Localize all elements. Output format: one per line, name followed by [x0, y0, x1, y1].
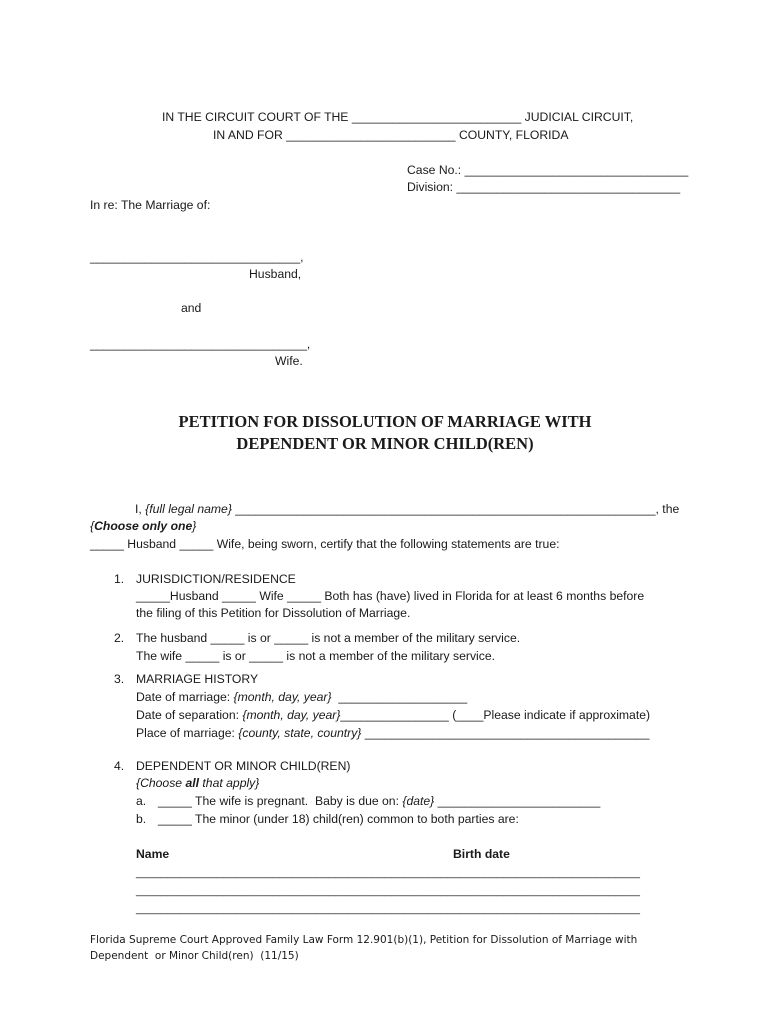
- in-re-label: In re: The Marriage of:: [90, 198, 211, 212]
- birth-date-column-header: Birth date: [453, 847, 510, 861]
- date-of-separation-label: Date of separation:: [136, 708, 243, 722]
- child-row-1-field[interactable]: _________________________________________________________________________________: [136, 867, 640, 879]
- husband-label: Husband,: [249, 267, 302, 281]
- date-of-marriage-label: Date of marriage:: [136, 690, 234, 704]
- due-date-field[interactable]: ________________________: [434, 794, 601, 808]
- child-row-2-field[interactable]: _________________________________________________________________________________: [136, 885, 640, 897]
- pregnancy-line: [158, 794, 600, 809]
- item-number-3: 3.: [114, 672, 125, 686]
- item-number-1: 1.: [114, 572, 125, 586]
- choose-only-one-text: Choose only one: [94, 519, 193, 533]
- children-heading: DEPENDENT OR MINOR CHILD(REN): [136, 759, 351, 773]
- jurisdiction-heading: JURISDICTION/RESIDENCE: [136, 572, 296, 586]
- choose-open-brace: {: [90, 519, 95, 533]
- date-of-marriage-line: [136, 690, 467, 705]
- name-column-header: Name: [136, 847, 170, 861]
- place-of-marriage-line: [136, 726, 649, 741]
- footer-line2: Dependent or Minor Child(ren) (11/15): [90, 950, 299, 962]
- case-number-field[interactable]: Case No.: _________________________________: [407, 163, 689, 177]
- form-title-line2: DEPENDENT OR MINOR CHILD(REN): [236, 434, 534, 453]
- minor-children-choice[interactable]: _____ The minor (under 18) child(ren) common to both parties are:: [158, 812, 519, 826]
- and-label: and: [181, 301, 202, 315]
- item-b-label: b.: [136, 812, 147, 826]
- date-of-marriage-field[interactable]: ___________________: [331, 690, 468, 704]
- date-of-separation-field[interactable]: ________________: [340, 708, 449, 722]
- place-of-marriage-hint: {county, state, country}: [238, 726, 362, 740]
- child-row-3-field[interactable]: _________________________________________________________________________________: [136, 903, 640, 915]
- court-header-line2: IN AND FOR _________________________ COUNTY, FLORIDA: [213, 128, 569, 142]
- court-header-line1: IN THE CIRCUIT COURT OF THE _________________________ JUDICIAL CIRCUIT,: [162, 110, 634, 124]
- residence-choice-line[interactable]: _____Husband _____ Wife _____ Both has (have) lived in Florida for at least 6 months before: [136, 589, 645, 603]
- choose-only-one-note: [90, 519, 196, 534]
- wife-name-field[interactable]: ________________________________,: [90, 337, 311, 351]
- choose-all-note: [136, 776, 259, 791]
- place-of-marriage-field[interactable]: __________________________________________: [361, 726, 650, 740]
- approximate-checkbox-line[interactable]: (____Please indicate if approximate): [448, 708, 651, 722]
- military-husband-line[interactable]: The husband _____ is or _____ is not a member of the military service.: [136, 631, 521, 645]
- item-number-2: 2.: [114, 631, 125, 645]
- full-legal-name-field[interactable]: ______________________________________________________________, the: [231, 502, 680, 516]
- pregnancy-choice[interactable]: _____ The wife is pregnant. Baby is due on:: [158, 794, 403, 808]
- choose-all-bold: all: [185, 776, 200, 790]
- due-date-hint: {date}: [402, 794, 435, 808]
- division-field[interactable]: Division: _________________________________: [407, 180, 681, 194]
- footer-line1: Florida Supreme Court Approved Family Law Form 12.901(b)(1), Petition for Dissolution of Marriage with: [90, 934, 638, 946]
- wife-label: Wife.: [275, 354, 303, 368]
- choose-close-brace: }: [192, 519, 197, 533]
- husband-name-field[interactable]: _______________________________,: [90, 250, 304, 264]
- date-of-marriage-hint: {month, day, year}: [233, 690, 332, 704]
- intro-name-line: [135, 502, 679, 517]
- date-of-separation-hint: {month, day, year}: [242, 708, 341, 722]
- full-legal-name-hint: {full legal name}: [145, 502, 232, 516]
- item-a-label: a.: [136, 794, 147, 808]
- place-of-marriage-label: Place of marriage:: [136, 726, 239, 740]
- residence-line2: the filing of this Petition for Dissolution of Marriage.: [136, 606, 411, 620]
- form-title-line1: PETITION FOR DISSOLUTION OF MARRIAGE WITH: [178, 412, 592, 431]
- marriage-history-heading: MARRIAGE HISTORY: [136, 672, 259, 686]
- date-of-separation-line: [136, 708, 650, 723]
- husband-wife-choice-line[interactable]: _____ Husband _____ Wife, being sworn, certify that the following statements are true:: [90, 537, 560, 551]
- choose-all-close: that apply}: [199, 776, 260, 790]
- intro-i: I,: [135, 502, 146, 516]
- military-wife-line[interactable]: The wife _____ is or _____ is not a member of the military service.: [136, 649, 496, 663]
- choose-all-open: {Choose: [136, 776, 186, 790]
- item-number-4: 4.: [114, 759, 125, 773]
